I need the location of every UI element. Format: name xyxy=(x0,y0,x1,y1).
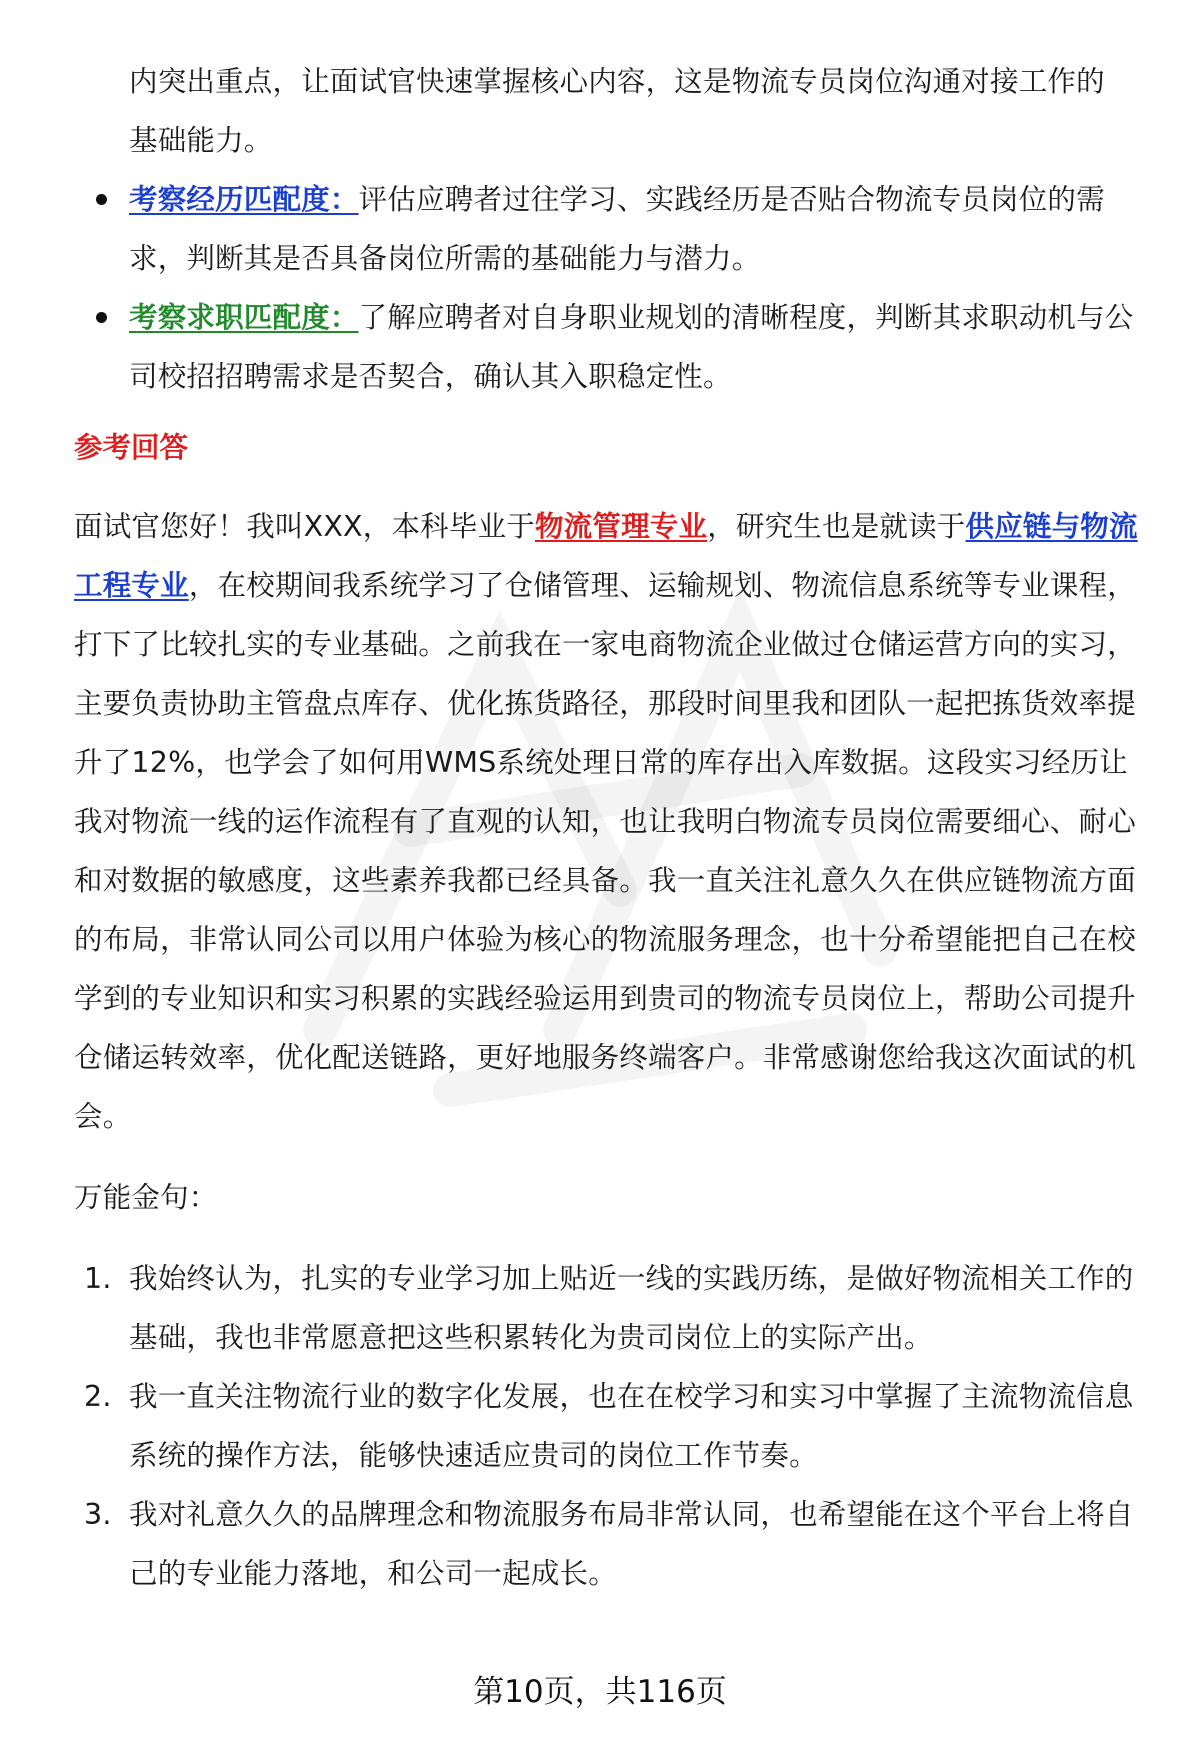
main-content xyxy=(74,52,1144,1603)
list-item-number: 3. xyxy=(84,1498,112,1531)
intro-line-2: 基础能力。 xyxy=(129,124,273,157)
reference-answer-heading: 参考回答 xyxy=(74,431,189,464)
intro-line-1: 内突出重点，让面试官快速掌握核心内容，这是物流专员岗位沟通对接工作的 xyxy=(129,65,1105,98)
bullet-text-job-seeking: 了解应聘者对自身职业规划的清晰程度，判断其求职动机与公司校招招聘需求是否契合，确认其入职稳定性。 xyxy=(129,301,1134,393)
answer-part-1: 面试官您好！我叫XXX，本科毕业于 xyxy=(74,510,535,543)
list-item-text: 我始终认为，扎实的专业学习加上贴近一线的实践历练，是做好物流相关工作的基础，我也非常愿意把这些积累转化为贵司岗位上的实际产出。 xyxy=(129,1262,1134,1354)
list-item-number: 2. xyxy=(84,1380,112,1413)
keyword-experience-match: 考察经历匹配度： xyxy=(129,183,359,216)
list-item-number: 1. xyxy=(84,1262,112,1295)
list-item xyxy=(74,1249,1144,1367)
answer-part-3: ，在校期间我系统学习了仓储管理、运输规划、物流信息系统等专业课程，打下了比较扎实的专业基础。之前我在一家电商物流企业做过仓储运营方向的实习，主要负责协助主管盘点库存、优化拣货路径，那段时间里我和团队一起把拣货效率提升了12%，也学会了如何用WMS系统处理日常的库存出入库数据。这段实习经历让我对物流一线的运作流程有了直观的认知，也让我明白物流专员岗位需要细心、耐心和对数据的敏感度，这些素养我都已经具备。我一直关注礼意久久在供应链物流方面的布局，非常认同公司以用户体验为核心的物流服务理念，也十分希望能把自己在校学到的专业知识和实习积累的实践经验运用到贵司的物流专员岗位上，帮助公司提升仓储运转效率，优化配送链路，更好地服务终端客户。非常感谢您给我这次面试的机会。 xyxy=(74,569,1136,1133)
answer-part-2: ，研究生也是就读于 xyxy=(707,510,966,543)
answer-paragraph xyxy=(74,497,1144,1146)
list-item-text: 我一直关注物流行业的数字化发展，也在在校学习和实习中掌握了主流物流信息系统的操作方法，能够快速适应贵司的岗位工作节奏。 xyxy=(129,1380,1134,1472)
bullet-text-experience: 评估应聘者过往学习、实践经历是否贴合物流专员岗位的需求，判断其是否具备岗位所需的基础能力与潜力。 xyxy=(129,183,1105,275)
intro-continuation xyxy=(74,52,1144,170)
keyword-supply-chain-major: 供应链与物流工程专业 xyxy=(74,510,1138,602)
list-item-text: 我对礼意久久的品牌理念和物流服务布局非常认同，也希望能在这个平台上将自己的专业能力落地，和公司一起成长。 xyxy=(129,1498,1134,1590)
keyword-logistics-major: 物流管理专业 xyxy=(534,510,708,543)
keyword-job-seeking-match: 考察求职匹配度： xyxy=(129,301,359,334)
list-item xyxy=(74,1367,1144,1485)
page-number-footer: 第10页，共116页 xyxy=(473,1674,727,1710)
bullet-item-job-seeking xyxy=(74,288,1144,406)
list-item xyxy=(74,1485,1144,1603)
golden-sentences-label: 万能金句： xyxy=(74,1181,218,1214)
bullet-dot-icon xyxy=(96,194,107,205)
bullet-dot-icon xyxy=(96,312,107,323)
bullet-item-experience xyxy=(74,170,1144,288)
golden-sentences-list xyxy=(74,1249,1144,1603)
